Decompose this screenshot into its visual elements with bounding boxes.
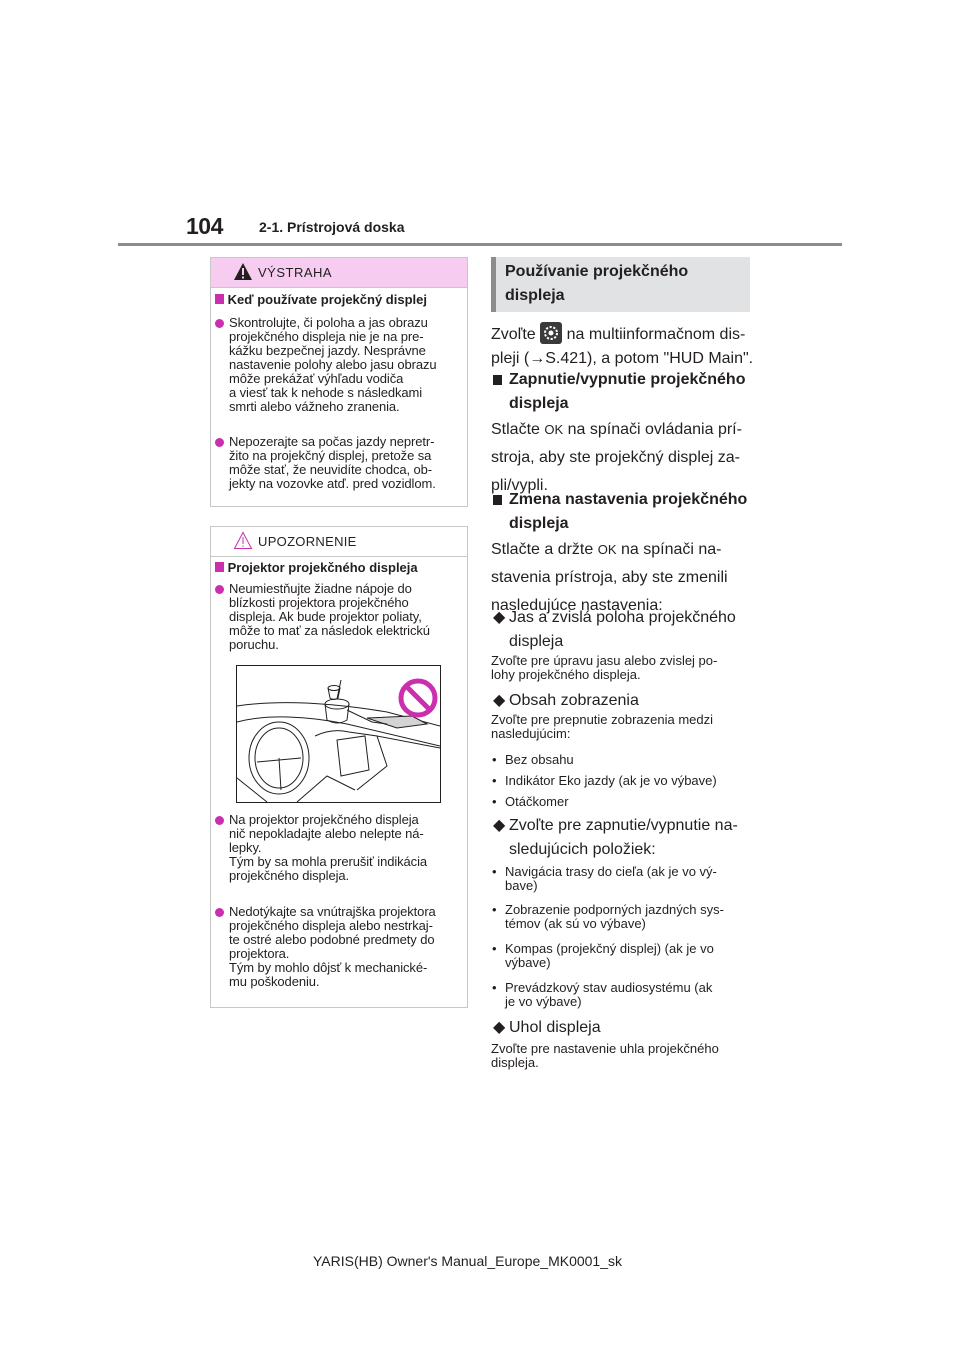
warning-subtitle: Keď používate projekčný displej xyxy=(215,292,427,307)
bullet-dot-icon xyxy=(215,585,224,594)
settings-gear-icon xyxy=(540,322,562,344)
heading-accent-bar xyxy=(491,257,496,312)
diamond-bullet-icon: ◆ xyxy=(493,817,506,834)
notice-para-1: Neumiestňujte žiadne nápoje do blízkosti projektora projekčného displeja. Ak bude projektor poliaty, môže to mať za následok elektrickú poruchu. xyxy=(215,582,430,652)
warning-title: VÝSTRAHA xyxy=(258,265,333,280)
list-item: • Bez obsahu xyxy=(492,752,574,767)
square-bullet-icon xyxy=(215,294,224,304)
bullet-dot-icon xyxy=(215,438,224,447)
warning-para-2: Nepozerajte sa počas jazdy nepretr- žito na projekčný displej, pretože sa môže stať, že neuvidíte chodca, ob- jekty na vozovke atď. pred vozidlom. xyxy=(215,435,436,491)
bullet-dot-icon xyxy=(215,908,224,917)
section-title: 2-1. Prístrojová doska xyxy=(259,219,405,235)
list-item: • Kompas (projekčný displej) (ak je vo výbave) xyxy=(492,941,714,970)
notice-para-3: Nedotýkajte sa vnútrajška projektora projekčného displeja alebo nestrkaj- te ostré alebo podobné predmety do projektora. Tým by mohlo dôjsť k mechanické- mu poškodeniu. xyxy=(215,905,436,989)
notice-subtitle: Projektor projekčného displeja xyxy=(215,560,418,575)
on-off-paragraph: Stlačte OK na spínači ovládania prí- stroja, aby ste projekčný displej za- pli/vypli. xyxy=(491,416,742,500)
bullet-dot-icon xyxy=(215,319,224,328)
ok-button-icon: OK xyxy=(544,422,564,437)
subsection-change-settings: Zmena nastavenia projekčného displeja xyxy=(491,488,747,536)
diamond-bullet-icon: ◆ xyxy=(493,609,506,626)
diamond-bullet-icon: ◆ xyxy=(493,692,506,709)
bullet-dot-icon xyxy=(215,816,224,825)
option-brightness-desc: Zvoľte pre úpravu jasu alebo zvislej po- lohy projekčného displeja. xyxy=(491,653,718,682)
section-heading xyxy=(491,257,750,312)
toggle-items-list xyxy=(492,865,724,1019)
list-item: • Otáčkomer xyxy=(492,794,569,809)
option-display-content: ◆ Obsah zobrazenia xyxy=(491,689,639,713)
notice-title: UPOZORNENIE xyxy=(258,534,357,549)
notice-header xyxy=(211,527,467,557)
option-display-angle-desc: Zvoľte pre nastavenie uhla projekčného displeja. xyxy=(491,1041,719,1070)
intro-paragraph: Zvoľte na multiinformačnom dis- pleji (→S.421), a potom "HUD Main". xyxy=(491,322,753,371)
square-bullet-icon xyxy=(215,562,224,572)
caution-triangle-icon xyxy=(233,531,253,550)
square-bullet-icon xyxy=(493,495,502,505)
warning-triangle-icon xyxy=(233,262,253,281)
option-display-content-desc: Zvoľte pre prepnutie zobrazenia medzi nasledujúcim: xyxy=(491,712,714,741)
page-number: 104 xyxy=(186,213,223,239)
list-item: • Zobrazenie podporných jazdných sys- témov (ak sú vo výbave) xyxy=(492,902,724,931)
subsection-on-off: Zapnutie/vypnutie projekčného displeja xyxy=(491,368,745,416)
warning-para-1: Skontrolujte, či poloha a jas obrazu projekčného displeja nie je na pre- kážku bezpečnej jazdy. Nesprávne nastavenie polohy alebo jasu obrazu môže prekážať výhľadu vodiča a viesť tak k nehode s následkami smrti alebo vážneho zranenia. xyxy=(215,316,437,414)
change-settings-paragraph: Stlačte a držte OK na spínači na- stavenia prístroja, aby ste zmenili nasledujúce nastavenia: xyxy=(491,536,728,620)
warning-box xyxy=(210,257,468,507)
dashboard-drawing xyxy=(237,666,440,802)
footer-manual-id: YARIS(HB) Owner's Manual_Europe_MK0001_sk xyxy=(313,1253,622,1269)
option-display-angle: ◆ Uhol displeja xyxy=(491,1016,601,1040)
list-item: • Prevádzkový stav audiosystému (ak je vo výbave) xyxy=(492,980,713,1009)
list-item: • Navigácia trasy do cieľa (ak je vo vý- bave) xyxy=(492,864,717,893)
option-toggle-items: ◆ Zvoľte pre zapnutie/vypnutie na- sledujúcich položiek: xyxy=(491,814,738,862)
heading-text: Používanie projekčného displeja xyxy=(505,263,689,304)
content-list xyxy=(492,753,717,816)
ok-button-icon: OK xyxy=(597,542,617,557)
notice-para-2: Na projektor projekčného displeja nič nepokladajte alebo nelepte ná- lepky. Tým by sa mohla prerušiť indikácia projekčného displeja. xyxy=(215,813,427,883)
list-item: • Indikátor Eko jazdy (ak je vo výbave) xyxy=(492,773,717,788)
option-brightness-position: ◆ Jas a zvislá poloha projekčného displeja xyxy=(491,606,736,654)
header-rule xyxy=(118,243,842,246)
dashboard-illustration xyxy=(236,665,441,803)
diamond-bullet-icon: ◆ xyxy=(493,1019,506,1036)
warning-header xyxy=(211,258,467,288)
square-bullet-icon xyxy=(493,375,502,385)
